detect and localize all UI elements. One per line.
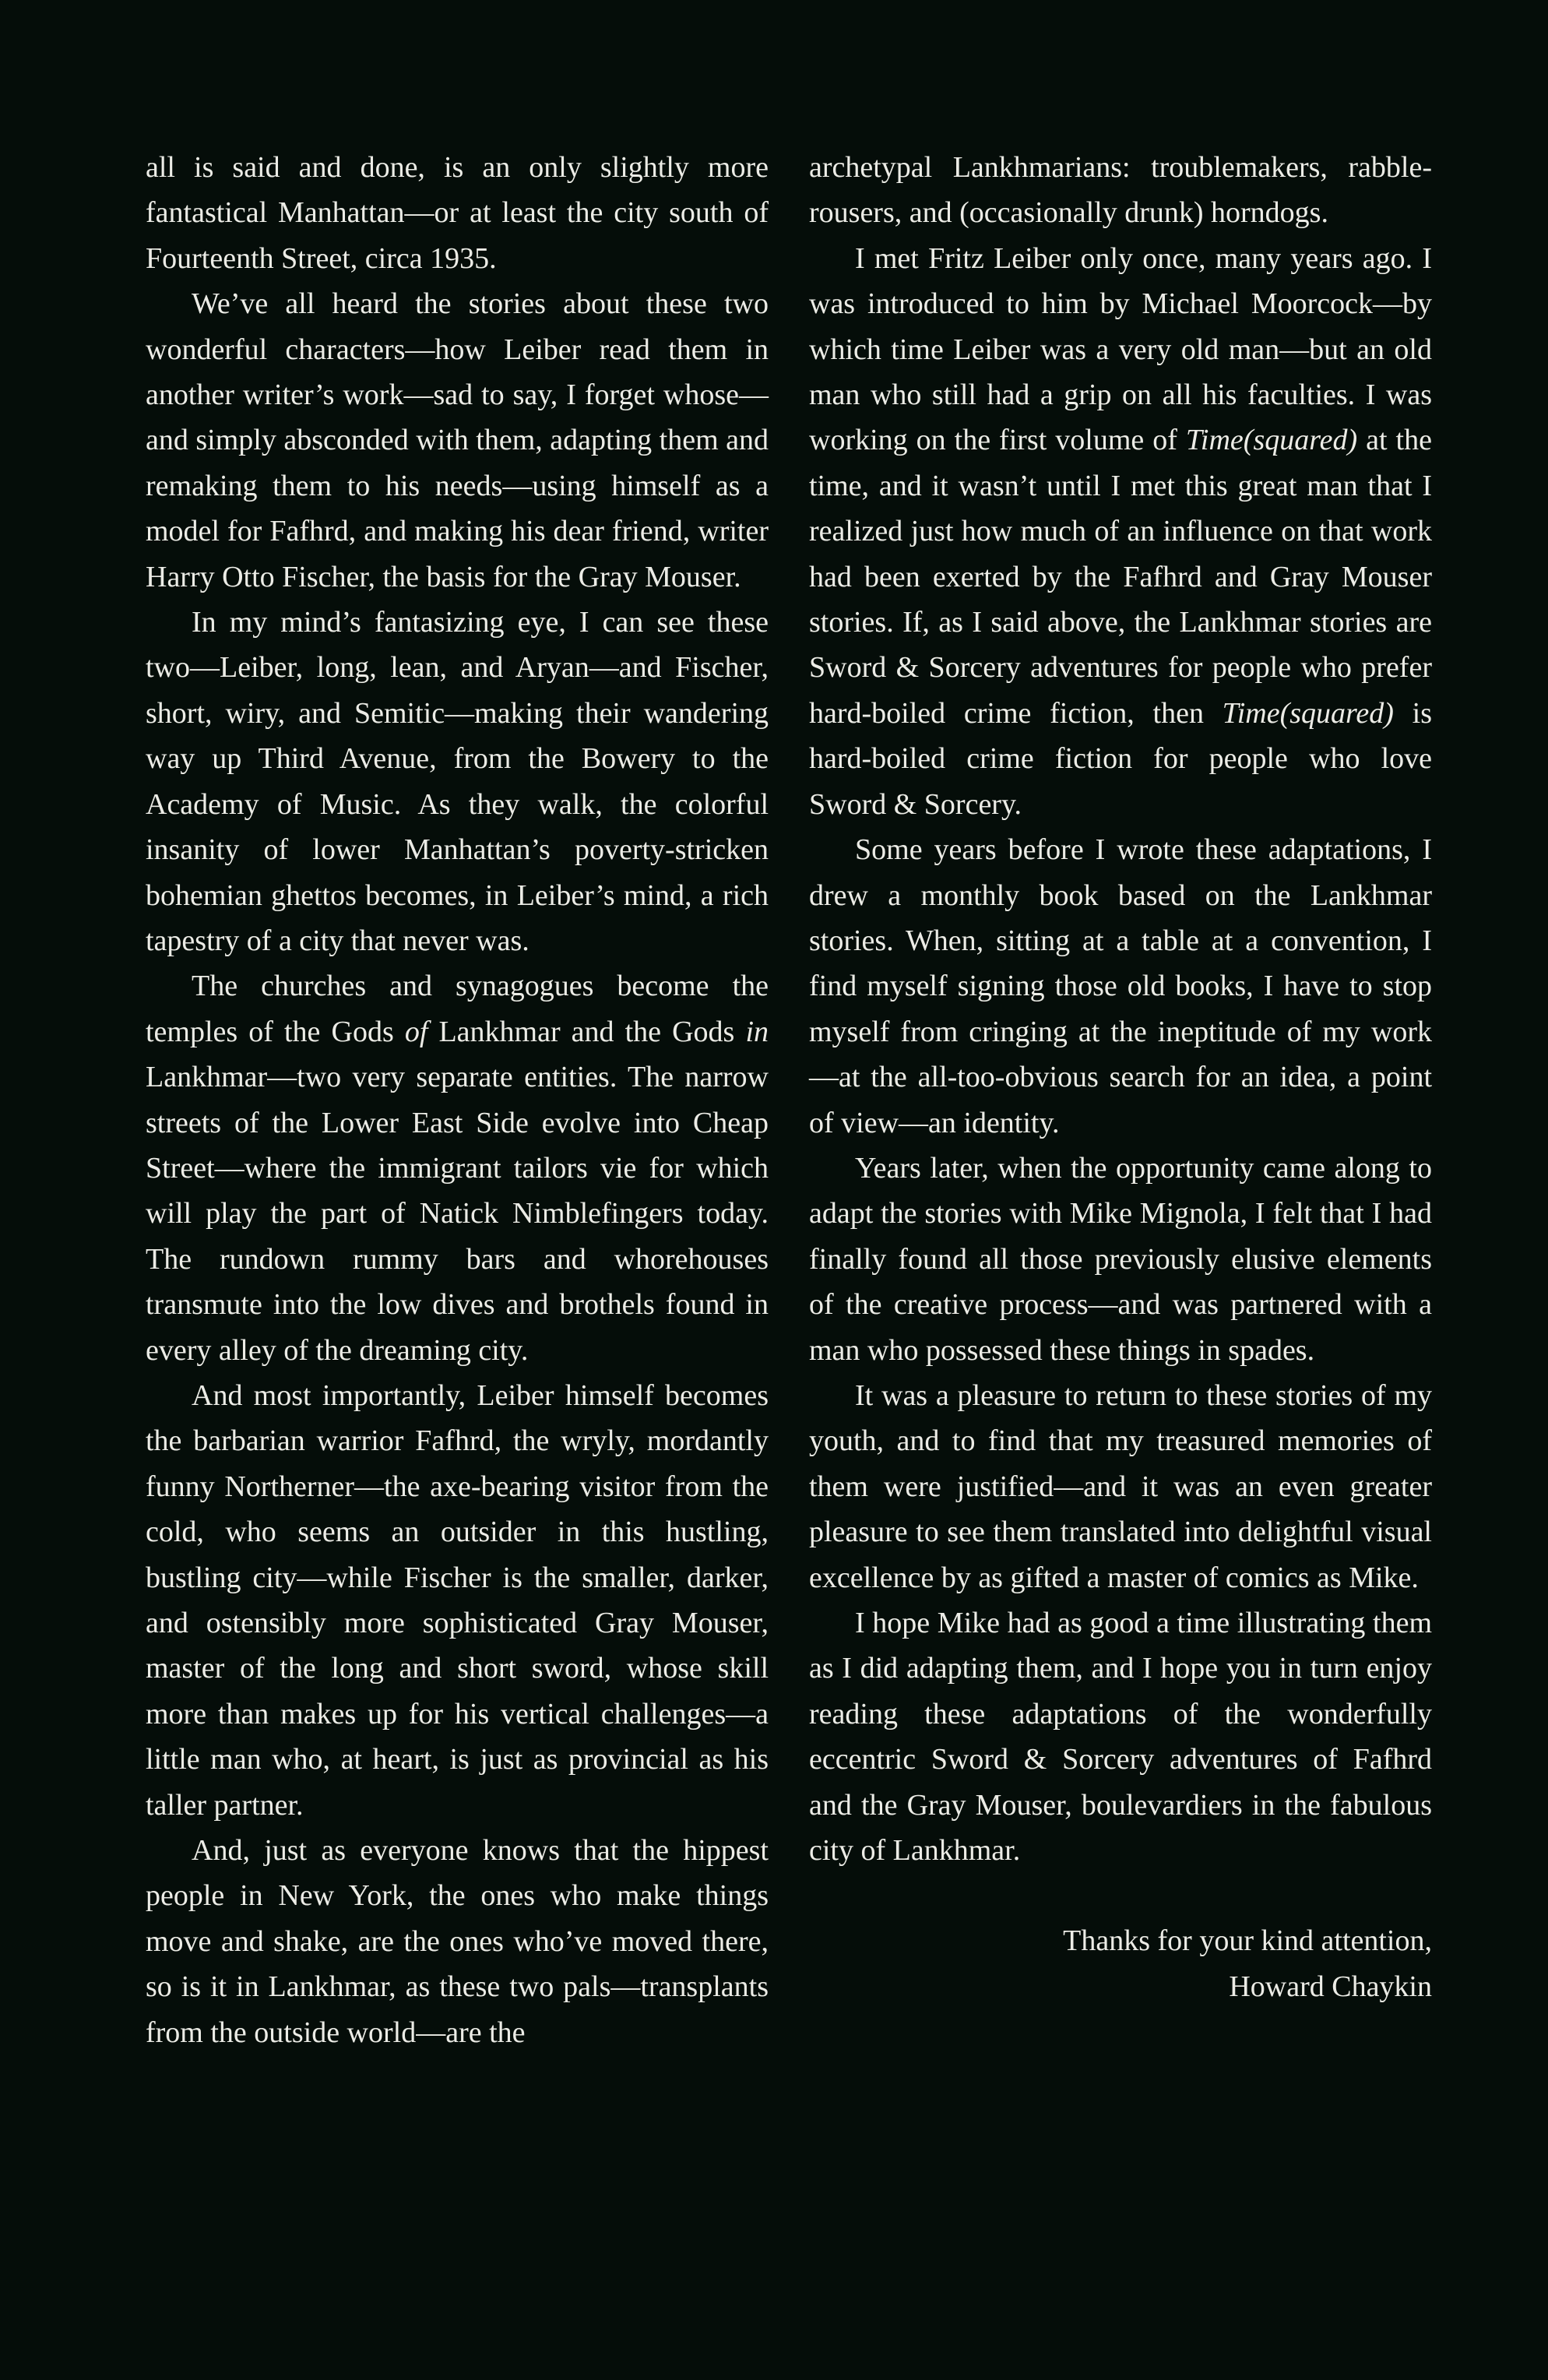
text-run: Years later, when the opportunity came along to adapt the stories with Mike Mignola, I felt that I had finally found all those previously elusive elements of the creative process—and was partnered with a man who possessed these things in spades. bbox=[809, 1151, 1432, 1367]
text-run: It was a pleasure to return to these stories of my youth, and to find that my treasured memories of them were justified—and it was an even greater pleasure to see them translated into delightful visual excellence by as gifted a master of comics as Mike. bbox=[809, 1378, 1432, 1594]
left-text-column bbox=[146, 145, 769, 2055]
text-run: And most importantly, Leiber himself becomes the barbarian warrior Fafhrd, the wryly, mordantly funny Northerner—the axe-bearing visitor from the cold, who seems an outsider in this hustling, bustling city—while Fischer is the smaller, darker, and ostensibly more sophisticated Gray Mouser, master of the long and short sword, whose skill more than makes up for his vertical challenges—a little man who, at heart, is just as provincial as his taller partner. bbox=[146, 1378, 769, 1822]
paragraph bbox=[809, 1146, 1432, 1373]
text-run: I met Fritz Leiber only once, many years ago. I was introduced to him by Michael Moorcock—by which time Leiber was a very old man—but an old man who still had a grip on all his faculties. I was working on the first volume of bbox=[809, 241, 1432, 457]
text-run: Lankhmar—two very separate entities. The narrow streets of the Lower East Side evolve into Cheap Street—where the immigrant tailors vie for which will play the part of Natick Nimblefingers today. The rundown rummy bars and whorehouses transmute into the low dives and brothels found in every alley of the dreaming city. bbox=[146, 1061, 769, 1367]
italic-text: Time(squared) bbox=[1185, 424, 1358, 457]
author-signature: Howard Chaykin bbox=[1229, 1970, 1432, 2003]
paragraph bbox=[809, 1600, 1432, 1873]
text-run: all is said and done, is an only slightly more fantastical Manhattan—or at least the city south of Fourteenth Street, circa 1935. bbox=[146, 151, 769, 275]
text-run: Some years before I wrote these adaptations, I drew a monthly book based on the Lankhmar stories. When, sitting at a table at a convention, I find myself signing those old books, I have to stop myself from cringing at the ineptitude of my work—at the all-too-obvious search for an idea, a point of view—an identity. bbox=[809, 833, 1432, 1139]
text-run: is hard-boiled crime fiction for people who love Sword & Sorcery. bbox=[809, 696, 1432, 821]
italic-text: of bbox=[404, 1015, 428, 1048]
text-run: I hope Mike had as good a time illustrating them as I did adapting them, and I hope you in turn enjoy reading these adaptations of the wonderfully eccentric Sword & Sorcery adventures of Fafhrd and the Gray Mouser, boulevardiers in the fabulous city of Lankhmar. bbox=[809, 1607, 1432, 1868]
paragraph bbox=[809, 827, 1432, 1146]
text-run: at the time, and it wasn’t until I met this great man that I realized just how much of an influence on that work had been exerted by the Fafhrd and Gray Mouser stories. If, as I said above, the Lankhmar stories are Sword & Sorcery adventures for people who prefer hard-boiled crime fiction, then bbox=[809, 424, 1432, 730]
text-run: Lankhmar and the Gods bbox=[427, 1015, 746, 1048]
paragraph bbox=[146, 1373, 769, 1828]
closing-salutation: Thanks for your kind attention, bbox=[1063, 1924, 1432, 1958]
italic-text: in bbox=[745, 1015, 769, 1048]
paragraph bbox=[146, 600, 769, 963]
closing-signoff bbox=[809, 1918, 1432, 2009]
paragraph bbox=[146, 281, 769, 600]
text-run: And, just as everyone knows that the hippest people in New York, the ones who make things move and shake, are the ones who’ve moved there, so is it in Lankhmar, as these two pals—transplants from the outside world—are the bbox=[146, 1834, 769, 2049]
paragraph bbox=[146, 963, 769, 1373]
text-run: We’ve all heard the stories about these two wonderful characters—how Leiber read them in another writer’s work—sad to say, I forget whose—and simply absconded with them, adapting them and remaking them to his needs—using himself as a model for Fafhrd, and making his dear friend, writer Harry Otto Fischer, the basis for the Gray Mouser. bbox=[146, 287, 769, 593]
text-run: In my mind’s fantasizing eye, I can see these two—Leiber, long, lean, and Aryan—and Fischer, short, wiry, and Semitic—making their wandering way up Third Avenue, from the Bowery to the Academy of Music. As they walk, the colorful insanity of lower Manhattan’s poverty-stricken bohemian ghettos becomes, in Leiber’s mind, a rich tapestry of a city that never was. bbox=[146, 606, 769, 957]
paragraph bbox=[809, 145, 1432, 236]
text-run: The churches and synagogues become the temples of the Gods bbox=[146, 970, 769, 1048]
text-run: archetypal Lankhmarians: troublemakers, rabble-rousers, and (occasionally drunk) horndogs. bbox=[809, 151, 1432, 230]
italic-text: Time(squared) bbox=[1222, 696, 1394, 730]
right-text-column bbox=[809, 145, 1432, 2009]
paragraph bbox=[146, 1828, 769, 2055]
paragraph bbox=[146, 145, 769, 281]
paragraph bbox=[809, 1373, 1432, 1600]
paragraph bbox=[809, 236, 1432, 827]
